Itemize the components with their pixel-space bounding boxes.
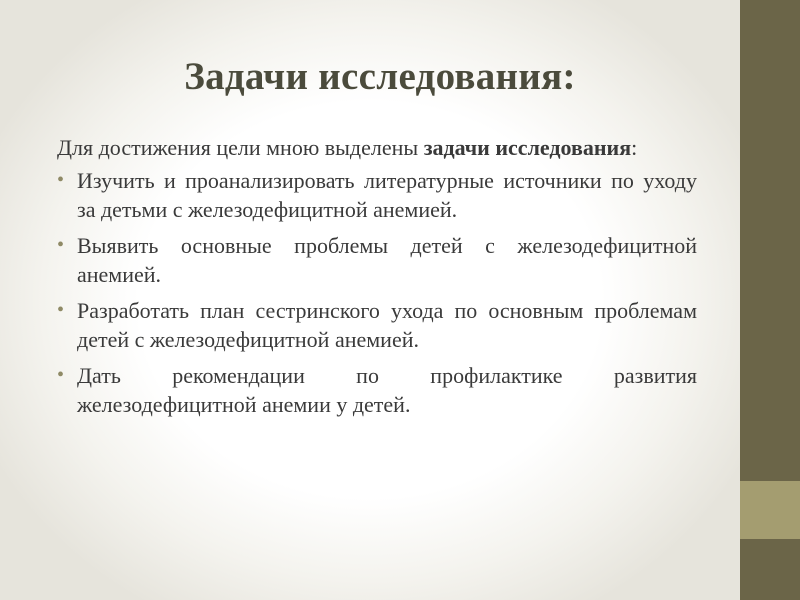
intro-suffix: : (631, 135, 638, 160)
slide-title: Задачи исследования: (184, 55, 576, 98)
task-item (57, 166, 697, 224)
bullet-icon: • (57, 169, 65, 191)
task-text: Разработать план сестринского ухода по основным проблемам детей с железодефицитной анемией. (77, 298, 697, 352)
intro-bold-text: задачи исследования (423, 135, 632, 160)
bullet-icon: • (57, 234, 65, 256)
task-item (57, 296, 697, 354)
intro-paragraph (57, 133, 697, 162)
bullet-icon: • (57, 299, 65, 321)
task-item (57, 361, 697, 419)
task-text: Изучить и проанализировать литературные источники по уходу за детьми с железодефицитной анемией. (77, 168, 697, 222)
task-item (57, 231, 697, 289)
task-text: Выявить основные проблемы детей с железодефицитной анемией. (77, 233, 697, 287)
bullet-icon: • (57, 364, 65, 386)
task-list (57, 166, 697, 419)
task-text: Дать рекомендации по профилактике развития железодефицитной анемии у детей. (77, 363, 697, 417)
slide-body (57, 133, 697, 426)
intro-text: Для достижения цели мною выделены (57, 135, 424, 160)
decorative-sidebar-accent (740, 481, 800, 539)
